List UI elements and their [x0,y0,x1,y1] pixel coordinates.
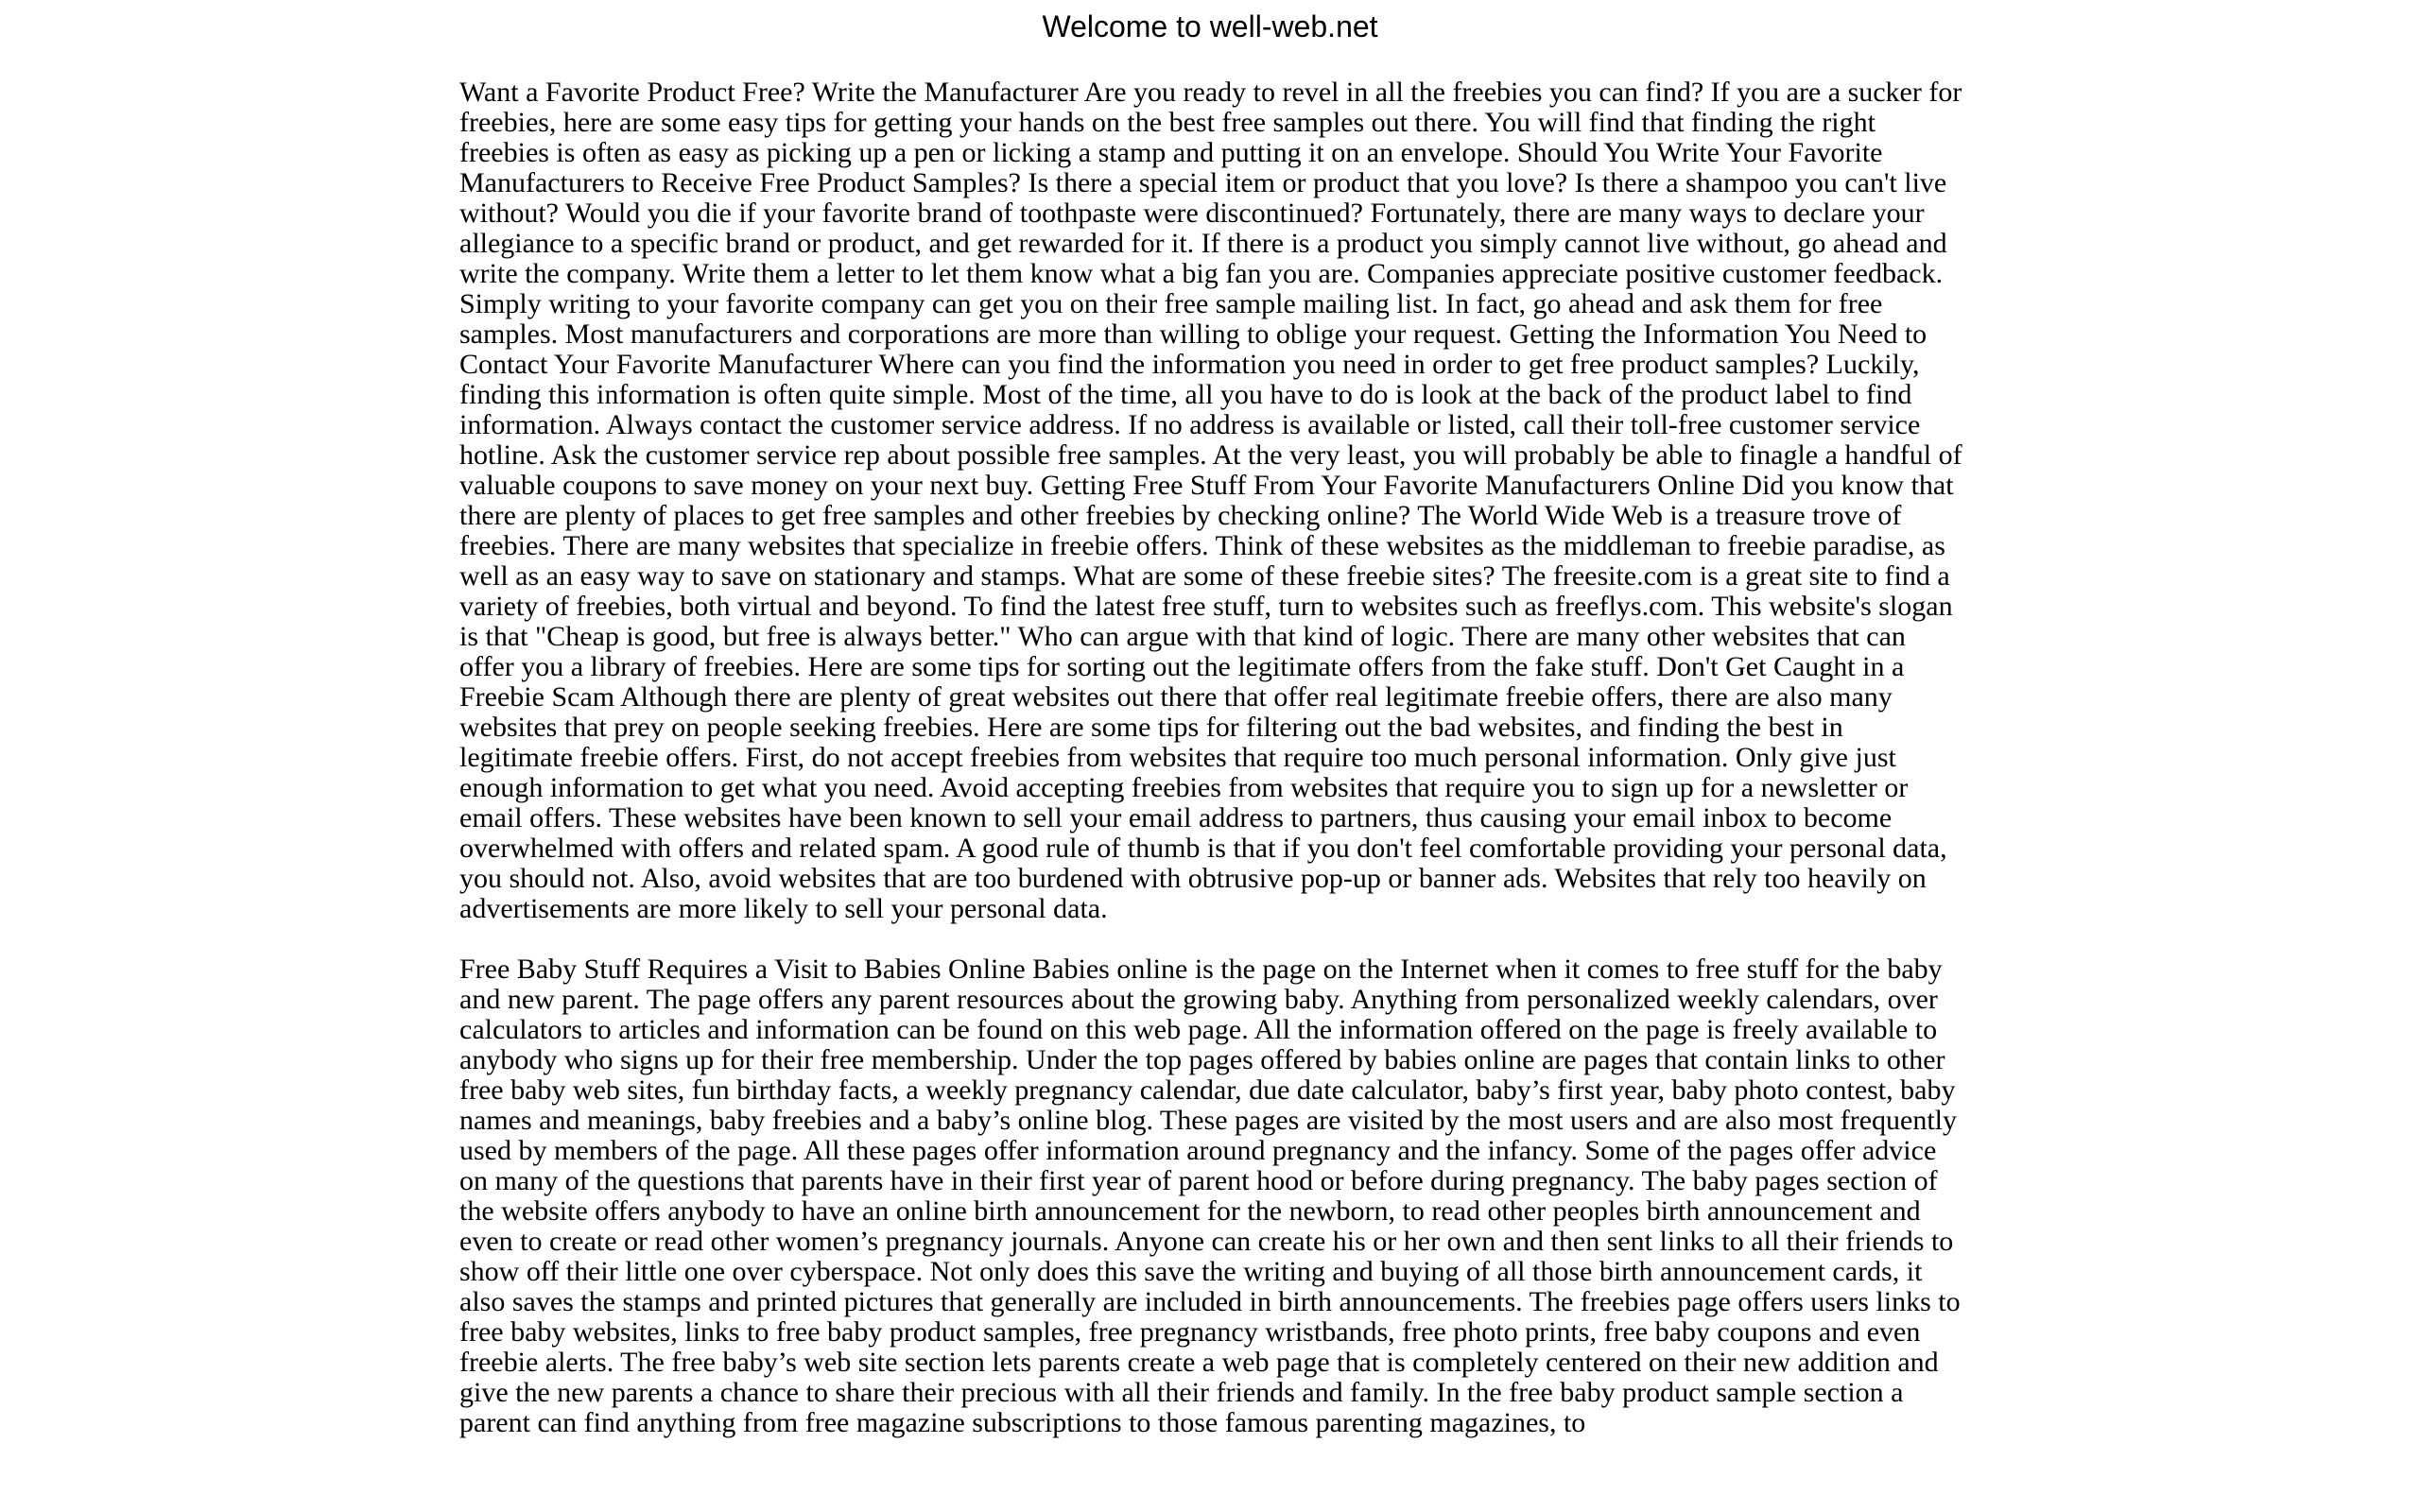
article-body [459,77,1962,1469]
page-title: Welcome to well-web.net [1042,9,1378,43]
article-paragraph-2: Free Baby Stuff Requires a Visit to Babies Online Babies online is the page on the Internet when it comes to free stuff for the baby and new parent. The page offers any parent resources about the growing baby. Anything from personalized weekly calendars, over calculators to articles and information can be found on this web page. All the information offered on the page is freely available to anybody who signs up for their free membership. Under the top pages offered by babies online are pages that contain links to other free baby web sites, fun birthday facts, a weekly pregnancy calendar, due date calculator, baby’s first year, baby photo contest, baby names and meanings, baby freebies and a baby’s online blog. These pages are visited by the most users and are also most frequently used by members of the page. All these pages offer information around pregnancy and the infancy. Some of the pages offer advice on many of the questions that parents have in their first year of parent hood or before during pregnancy. The baby pages section of the website offers anybody to have an online birth announcement for the newborn, to read other peoples birth announcement and even to create or read other women’s pregnancy journals. Anyone can create his or her own and then sent links to all their friends to show off their little one over cyberspace. Not only does this save the writing and buying of all those birth announcement cards, it also saves the stamps and printed pictures that generally are included in birth announcements. The freebies page offers users links to free baby websites, links to free baby product samples, free pregnancy wristbands, free photo prints, free baby coupons and even freebie alerts. The free baby’s web site section lets parents create a web page that is completely centered on their new addition and give the new parents a chance to share their precious with all their friends and family. In the free baby product sample section a parent can find anything from free magazine subscriptions to those famous parenting magazines, to [459,954,1961,1438]
article-paragraph-1: Want a Favorite Product Free? Write the Manufacturer Are you ready to revel in all the freebies you can find? If you are a sucker for freebies, here are some easy tips for getting your hands on the best free samples out there. You will find that finding the right freebies is often as easy as picking up a pen or licking a stamp and putting it on an envelope. Should You Write Your Favorite Manufacturers to Receive Free Product Samples? Is there a special item or product that you love? Is there a shampoo you can't live without? Would you die if your favorite brand of toothpaste were discontinued? Fortunately, there are many ways to declare your allegiance to a specific brand or product, and get rewarded for it. If there is a product you simply cannot live without, go ahead and write the company. Write them a letter to let them know what a big fan you are. Companies appreciate positive customer feedback. Simply writing to your favorite company can get you on their free sample mailing list. In fact, go ahead and ask them for free samples. Most manufacturers and corporations are more than willing to oblige your request. Getting the Information You Need to Contact Your Favorite Manufacturer Where can you find the information you need in order to get free product samples? Luckily, finding this information is often quite simple. Most of the time, all you have to do is look at the back of the product label to find information. Always contact the customer service address. If no address is available or listed, call their toll-free customer service hotline. Ask the customer service rep about possible free samples. At the very least, you will probably be able to finagle a handful of valuable coupons to save money on your next buy. Getting Free Stuff From Your Favorite Manufacturers Online Did you know that there are plenty of places to get free samples and other freebies by checking online? The World Wide Web is a treasure trove of freebies. There are many websites that specialize in freebie offers. Think of these websites as the middleman to freebie paradise, as well as an easy way to save on stationary and stamps. What are some of these freebie sites? The freesite.com is a great site to find a variety of freebies, both virtual and beyond. To find the latest free stuff, turn to websites such as freeflys.com. This website's slogan is that "Cheap is good, but free is always better." Who can argue with that kind of logic. There are many other websites that can offer you a library of freebies. Here are some tips for sorting out the legitimate offers from the fake stuff. Don't Get Caught in a Freebie Scam Although there are plenty of great websites out there that offer real legitimate freebie offers, there are also many websites that prey on people seeking freebies. Here are some tips for filtering out the bad websites, and finding the best in legitimate freebie offers. First, do not accept freebies from websites that require too much personal information. Only give just enough information to get what you need. Avoid accepting freebies from websites that require you to sign up for a newsletter or email offers. These websites have been known to sell your email address to partners, thus causing your email inbox to become overwhelmed with offers and related spam. A good rule of thumb is that if you don't feel comfortable providing your personal data, you should not. Also, avoid websites that are too burdened with obtrusive pop-up or banner ads. Websites that rely too heavily on advertisements are more likely to sell your personal data. [459,77,1962,924]
